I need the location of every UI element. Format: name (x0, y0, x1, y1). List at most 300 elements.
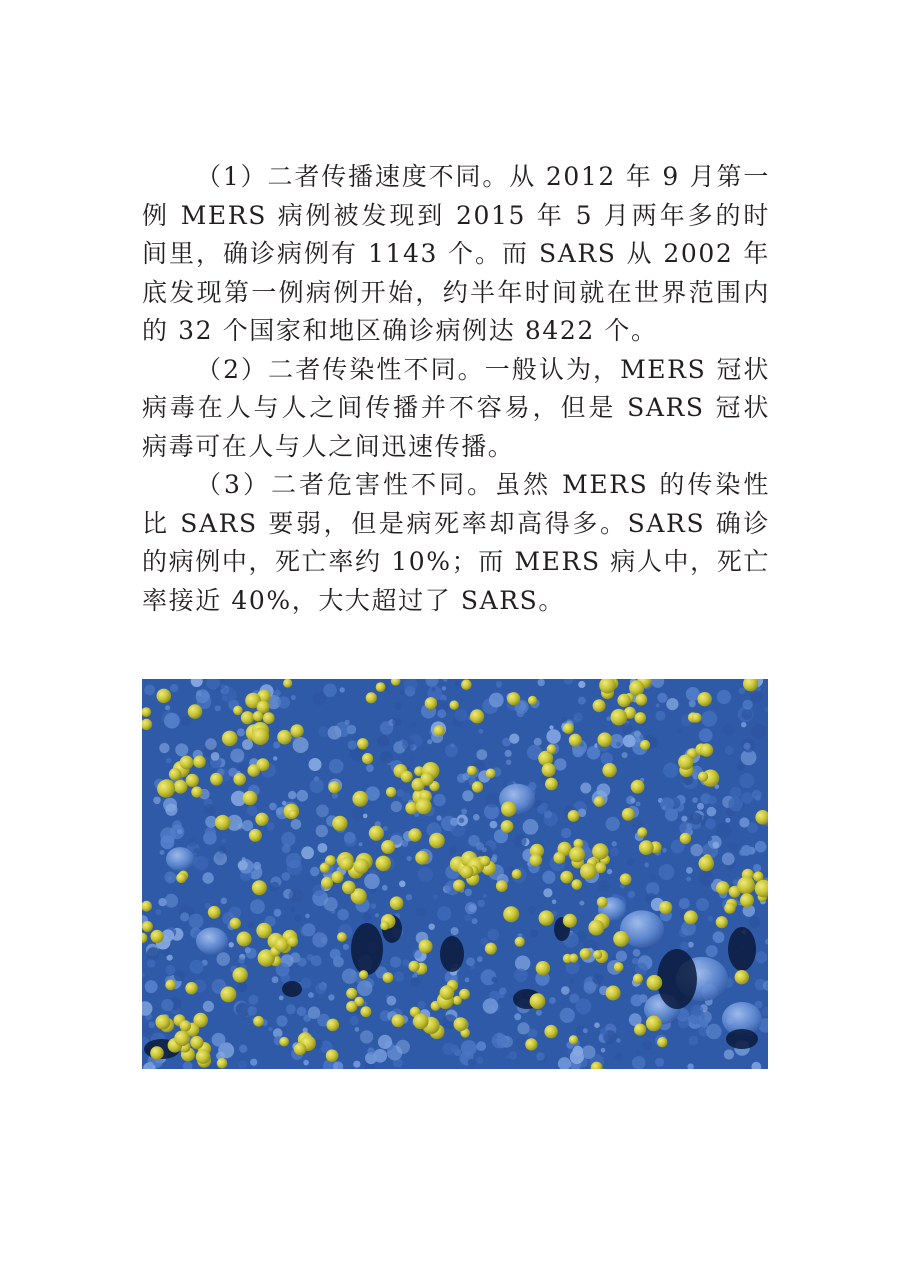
virus-particle (283, 679, 292, 688)
virus-particle (569, 734, 582, 747)
surface-bump (597, 783, 611, 797)
virus-particle (735, 970, 749, 984)
surface-bump (273, 742, 280, 749)
virus-particle (593, 699, 606, 712)
virus-particle (208, 906, 221, 919)
surface-bump (689, 1036, 699, 1046)
surface-bump (751, 724, 766, 739)
surface-bump (491, 977, 497, 983)
virus-particle (252, 880, 267, 895)
virus-particle (678, 754, 693, 769)
virus-particle (480, 856, 491, 867)
virus-particle (470, 709, 484, 723)
virus-particle (237, 932, 252, 947)
surface-bump (391, 801, 402, 812)
virus-particle (408, 828, 421, 841)
virus-particle (233, 773, 246, 786)
virus-particle (429, 833, 445, 849)
virus-particle (450, 700, 459, 709)
surface-bump (636, 802, 641, 807)
surface-bump (616, 951, 627, 962)
surface-bump (450, 743, 454, 747)
surface-bump (546, 729, 560, 743)
surface-bump (160, 835, 174, 849)
surface-bump (348, 740, 357, 749)
virus-particle (376, 682, 386, 692)
surface-bump (466, 957, 475, 966)
virus-particle (186, 774, 199, 787)
surface-bump (492, 1033, 508, 1049)
surface-bump (552, 900, 557, 905)
surface-bump (164, 894, 178, 908)
virus-particle (381, 840, 395, 854)
surface-bump (708, 916, 713, 921)
surface-bump (196, 690, 202, 696)
surface-bump (147, 1062, 153, 1068)
surface-bump (205, 738, 217, 750)
virus-particle (647, 975, 663, 991)
surface-bump (598, 880, 609, 891)
surface-bump (450, 818, 458, 826)
surface-bump (278, 696, 290, 708)
surface-bump (578, 697, 586, 705)
virus-particle (614, 962, 624, 972)
surface-bump (221, 898, 228, 905)
surface-bump (606, 817, 620, 831)
surface-bump (276, 1015, 287, 1026)
surface-bump (743, 743, 750, 750)
surface-bump (394, 702, 402, 710)
virus-particle (620, 873, 632, 885)
surface-bump (689, 700, 696, 707)
surface-bump (549, 997, 556, 1004)
virus-particle (233, 967, 248, 982)
paragraph-harmfulness: （3）二者危害性不同。虽然 MERS 的传染性比 SARS 要弱，但是病死率却高得多。SARS 确诊的病例中，死亡率约 10%；而 MERS 病人中，死亡率接近 40%，大大超过了 SARS。 (142, 470, 770, 615)
surface-bump (427, 739, 432, 744)
surface-bump (468, 904, 476, 912)
surface-bump (477, 900, 485, 908)
surface-bump (607, 869, 612, 874)
virus-particle (568, 810, 580, 822)
surface-bump (193, 848, 199, 854)
surface-bump (692, 797, 698, 803)
surface-bump (147, 959, 156, 968)
surface-bump (202, 692, 210, 700)
surface-bump (633, 949, 641, 957)
surface-bump (312, 932, 327, 947)
virus-particle (698, 772, 708, 782)
surface-bump (301, 846, 314, 859)
paragraph-infectivity: （2）二者传染性不同。一般认为，MERS 冠状病毒在人与人之间传播并不容易，但是 SARS 冠状病毒可在人与人之间迅速传播。 (142, 354, 770, 461)
surface-bump (630, 798, 635, 803)
surface-bump (297, 790, 309, 802)
surface-bump (601, 1048, 606, 1053)
surface-bump (690, 844, 702, 856)
virus-particle (700, 743, 713, 756)
virus-particle (530, 854, 543, 867)
virus-particle (580, 863, 597, 880)
surface-bump (579, 901, 584, 906)
surface-bump (355, 1027, 360, 1032)
virus-particle (425, 697, 437, 709)
surface-bump (300, 926, 311, 937)
surface-bump (250, 899, 265, 914)
virus-particle (263, 712, 275, 724)
surface-bump (509, 1051, 517, 1059)
surface-bump (658, 864, 674, 880)
virus-particle (633, 974, 643, 984)
surface-bump (313, 692, 326, 705)
surface-bump (351, 807, 365, 821)
surface-blob (166, 847, 194, 871)
virus-particle (594, 796, 605, 807)
surface-bump (572, 746, 583, 757)
surface-bump (509, 734, 519, 744)
virus-particle (290, 724, 303, 737)
virus-particle (716, 881, 730, 895)
surface-bump (634, 730, 641, 737)
virus-particle (580, 948, 591, 959)
surface-bump (561, 828, 571, 838)
surface-bump (699, 728, 713, 742)
virus-particle (188, 704, 203, 719)
virus-particle (501, 801, 516, 816)
surface-bump (505, 750, 512, 757)
surface-bump (378, 1035, 392, 1049)
virus-particle (637, 827, 647, 837)
surface-bump (728, 797, 742, 811)
surface-bump (222, 695, 228, 701)
virus-particle (392, 1014, 405, 1027)
virus-particle (193, 756, 206, 769)
surface-bump (402, 738, 414, 750)
virus-particle (157, 780, 175, 798)
surface-bump (677, 729, 682, 734)
virus-particle (569, 847, 585, 863)
virus-particle (151, 930, 164, 943)
surface-bump (554, 758, 566, 770)
surface-bump (309, 758, 322, 771)
virus-particle (530, 993, 546, 1009)
surface-bump (649, 874, 655, 880)
coronavirus-micrograph-image (142, 679, 768, 1069)
surface-bump (407, 856, 412, 861)
surface-bump (250, 1059, 257, 1066)
virus-particle (593, 950, 602, 959)
virus-particle (699, 856, 715, 872)
virus-particle (597, 897, 608, 908)
virus-particle (174, 1031, 190, 1047)
surface-bump (616, 1038, 621, 1043)
surface-bump (660, 797, 674, 811)
surface-bump (476, 749, 487, 760)
virus-particle (230, 918, 241, 929)
surface-crevice (282, 981, 302, 997)
surface-bump (357, 981, 373, 997)
surface-bump (515, 956, 530, 971)
virus-particle (440, 985, 455, 1000)
surface-bump (273, 756, 277, 760)
surface-bump (601, 752, 613, 764)
virus-particle (640, 740, 650, 750)
surface-bump (399, 881, 406, 888)
surface-bump (465, 978, 470, 983)
surface-bump (583, 1028, 588, 1033)
surface-bump (461, 1040, 477, 1056)
virus-particle (617, 694, 630, 707)
surface-bump (706, 945, 718, 957)
surface-bump (479, 729, 484, 734)
surface-bump (728, 842, 737, 851)
virus-particle (485, 943, 497, 955)
surface-bump (315, 983, 326, 994)
surface-bump (392, 717, 401, 726)
virus-particle (639, 840, 654, 855)
surface-bump (573, 1046, 584, 1057)
surface-bump (290, 907, 295, 912)
surface-crevice (657, 949, 697, 1009)
virus-particle (256, 923, 272, 939)
virus-particle (646, 1016, 662, 1032)
surface-bump (549, 725, 553, 729)
virus-particle (635, 712, 647, 724)
virus-particle (217, 1058, 228, 1069)
virus-particle (622, 808, 635, 821)
virus-particle (332, 816, 347, 831)
virus-particle (572, 879, 583, 890)
surface-bump (153, 797, 161, 805)
surface-bump (343, 944, 349, 950)
surface-bump (749, 917, 761, 929)
virus-particle (376, 856, 392, 872)
surface-bump (666, 698, 678, 710)
surface-bump (696, 898, 709, 911)
virus-particle (241, 711, 254, 724)
surface-bump (700, 1020, 708, 1028)
virus-particle (180, 1020, 191, 1031)
surface-bump (382, 885, 388, 891)
surface-bump (739, 688, 746, 695)
surface-bump (294, 915, 301, 922)
surface-bump (190, 960, 204, 974)
surface-bump (610, 848, 619, 857)
surface-bump (644, 863, 649, 868)
surface-bump (755, 951, 767, 963)
virus-particle (434, 725, 445, 736)
surface-bump (390, 957, 401, 968)
virus-particle (390, 896, 404, 910)
surface-bump (485, 792, 501, 808)
virus-particle (362, 753, 373, 764)
virus-particle (342, 881, 356, 895)
virus-particle (503, 906, 519, 922)
virus-particle (289, 810, 298, 819)
surface-bump (164, 713, 180, 729)
surface-bump (366, 764, 374, 772)
surface-bump (436, 815, 441, 820)
virus-particle (536, 961, 550, 975)
virus-particle (274, 938, 288, 952)
surface-bump (442, 686, 446, 690)
surface-bump (170, 684, 178, 692)
surface-bump (377, 735, 389, 747)
surface-bump (305, 914, 310, 919)
surface-bump (411, 722, 417, 728)
surface-bump (627, 858, 635, 866)
virus-particle (496, 880, 508, 892)
surface-bump (204, 804, 216, 816)
surface-bump (712, 842, 719, 849)
surface-bump (707, 807, 717, 817)
surface-bump (416, 907, 426, 917)
virus-particle (611, 709, 628, 726)
virus-particle (253, 711, 263, 721)
surface-bump (406, 894, 412, 900)
virus-particle (501, 820, 514, 833)
virus-particle (542, 763, 556, 777)
surface-bump (536, 1052, 545, 1061)
surface-crevice (351, 923, 383, 975)
surface-bump (282, 801, 287, 806)
surface-bump (476, 1041, 486, 1051)
surface-bump (755, 841, 767, 853)
surface-bump (189, 914, 204, 929)
virus-particle (454, 1017, 468, 1031)
virus-particle (360, 1006, 371, 1017)
surface-bump (318, 726, 329, 737)
surface-bump (212, 1033, 226, 1047)
surface-bump (239, 1045, 247, 1053)
surface-bump (364, 874, 380, 890)
surface-bump (752, 790, 762, 800)
virus-particle (595, 862, 606, 873)
surface-bump (165, 804, 177, 816)
surface-bump (350, 1016, 359, 1025)
virus-particle (507, 692, 520, 705)
surface-bump (561, 986, 570, 995)
virus-particle (472, 781, 483, 792)
virus-particle (369, 826, 384, 841)
virus-particle (142, 921, 153, 932)
surface-bump (202, 872, 213, 883)
surface-crevice (440, 936, 464, 972)
surface-bump (247, 805, 258, 816)
surface-bump (433, 794, 446, 807)
surface-bump (642, 1040, 652, 1050)
surface-bump (679, 898, 690, 909)
surface-bump (514, 969, 527, 982)
surface-bump (274, 690, 281, 697)
surface-bump (248, 922, 254, 928)
virus-particle (190, 1036, 203, 1049)
surface-bump (578, 681, 585, 688)
virus-particle (337, 932, 347, 942)
surface-bump (636, 1050, 641, 1055)
virus-particle (467, 766, 477, 776)
surface-bump (514, 1013, 521, 1020)
virus-particle (196, 1049, 211, 1064)
virus-particle (169, 768, 181, 780)
surface-bump (538, 679, 545, 686)
virus-particle (461, 679, 472, 690)
virus-particle (180, 756, 194, 770)
virus-particle (346, 1001, 357, 1012)
surface-bump (697, 803, 704, 810)
surface-bump (741, 722, 746, 727)
virus-particle (698, 692, 712, 706)
surface-bump (237, 728, 245, 736)
surface-bump (279, 996, 284, 1001)
surface-bump (561, 717, 567, 723)
virus-particle (366, 692, 377, 703)
surface-bump (437, 906, 451, 920)
surface-bump (394, 972, 404, 982)
surface-bump (323, 684, 337, 698)
surface-bump (534, 738, 542, 746)
surface-bump (230, 749, 244, 763)
surface-bump (282, 844, 291, 853)
surface-bump (328, 726, 342, 740)
surface-bump (353, 1061, 360, 1068)
surface-bump (238, 957, 245, 964)
surface-bump (242, 820, 253, 831)
surface-bump (753, 864, 761, 872)
surface-bump (380, 721, 393, 734)
surface-bump (742, 709, 753, 720)
surface-bump (375, 913, 379, 917)
surface-crevice (726, 1029, 758, 1049)
surface-bump (465, 889, 472, 896)
surface-bump (238, 860, 248, 870)
virus-particle (255, 813, 268, 826)
surface-bump (536, 1010, 542, 1016)
surface-bump (706, 1024, 722, 1040)
surface-bump (468, 1059, 475, 1066)
surface-bump (724, 1049, 734, 1059)
surface-bump (616, 742, 621, 747)
surface-bump (686, 877, 691, 882)
virus-particle (544, 1025, 557, 1038)
virus-particle (233, 706, 243, 716)
surface-bump (159, 743, 169, 753)
virus-particle (588, 920, 604, 936)
surface-bump (459, 818, 465, 824)
surface-bump (477, 956, 483, 962)
virus-particle (416, 798, 432, 814)
virus-particle (352, 791, 368, 807)
surface-bump (272, 976, 279, 983)
surface-bump (628, 891, 636, 899)
virus-particle (174, 780, 188, 794)
surface-bump (681, 816, 687, 822)
article-text (142, 158, 770, 620)
virus-particle (563, 723, 574, 734)
surface-bump (429, 924, 435, 930)
virus-particle (294, 1043, 306, 1055)
surface-bump (245, 947, 251, 953)
surface-bump (514, 834, 527, 847)
virus-particle (185, 982, 197, 994)
surface-bump (165, 705, 170, 710)
surface-bump (324, 897, 338, 911)
surface-bump (328, 994, 334, 1000)
surface-bump (274, 909, 282, 917)
virus-particle (401, 771, 413, 783)
surface-bump (433, 894, 438, 899)
surface-bump (623, 735, 636, 748)
surface-bump (473, 814, 480, 821)
surface-bump (380, 751, 393, 764)
